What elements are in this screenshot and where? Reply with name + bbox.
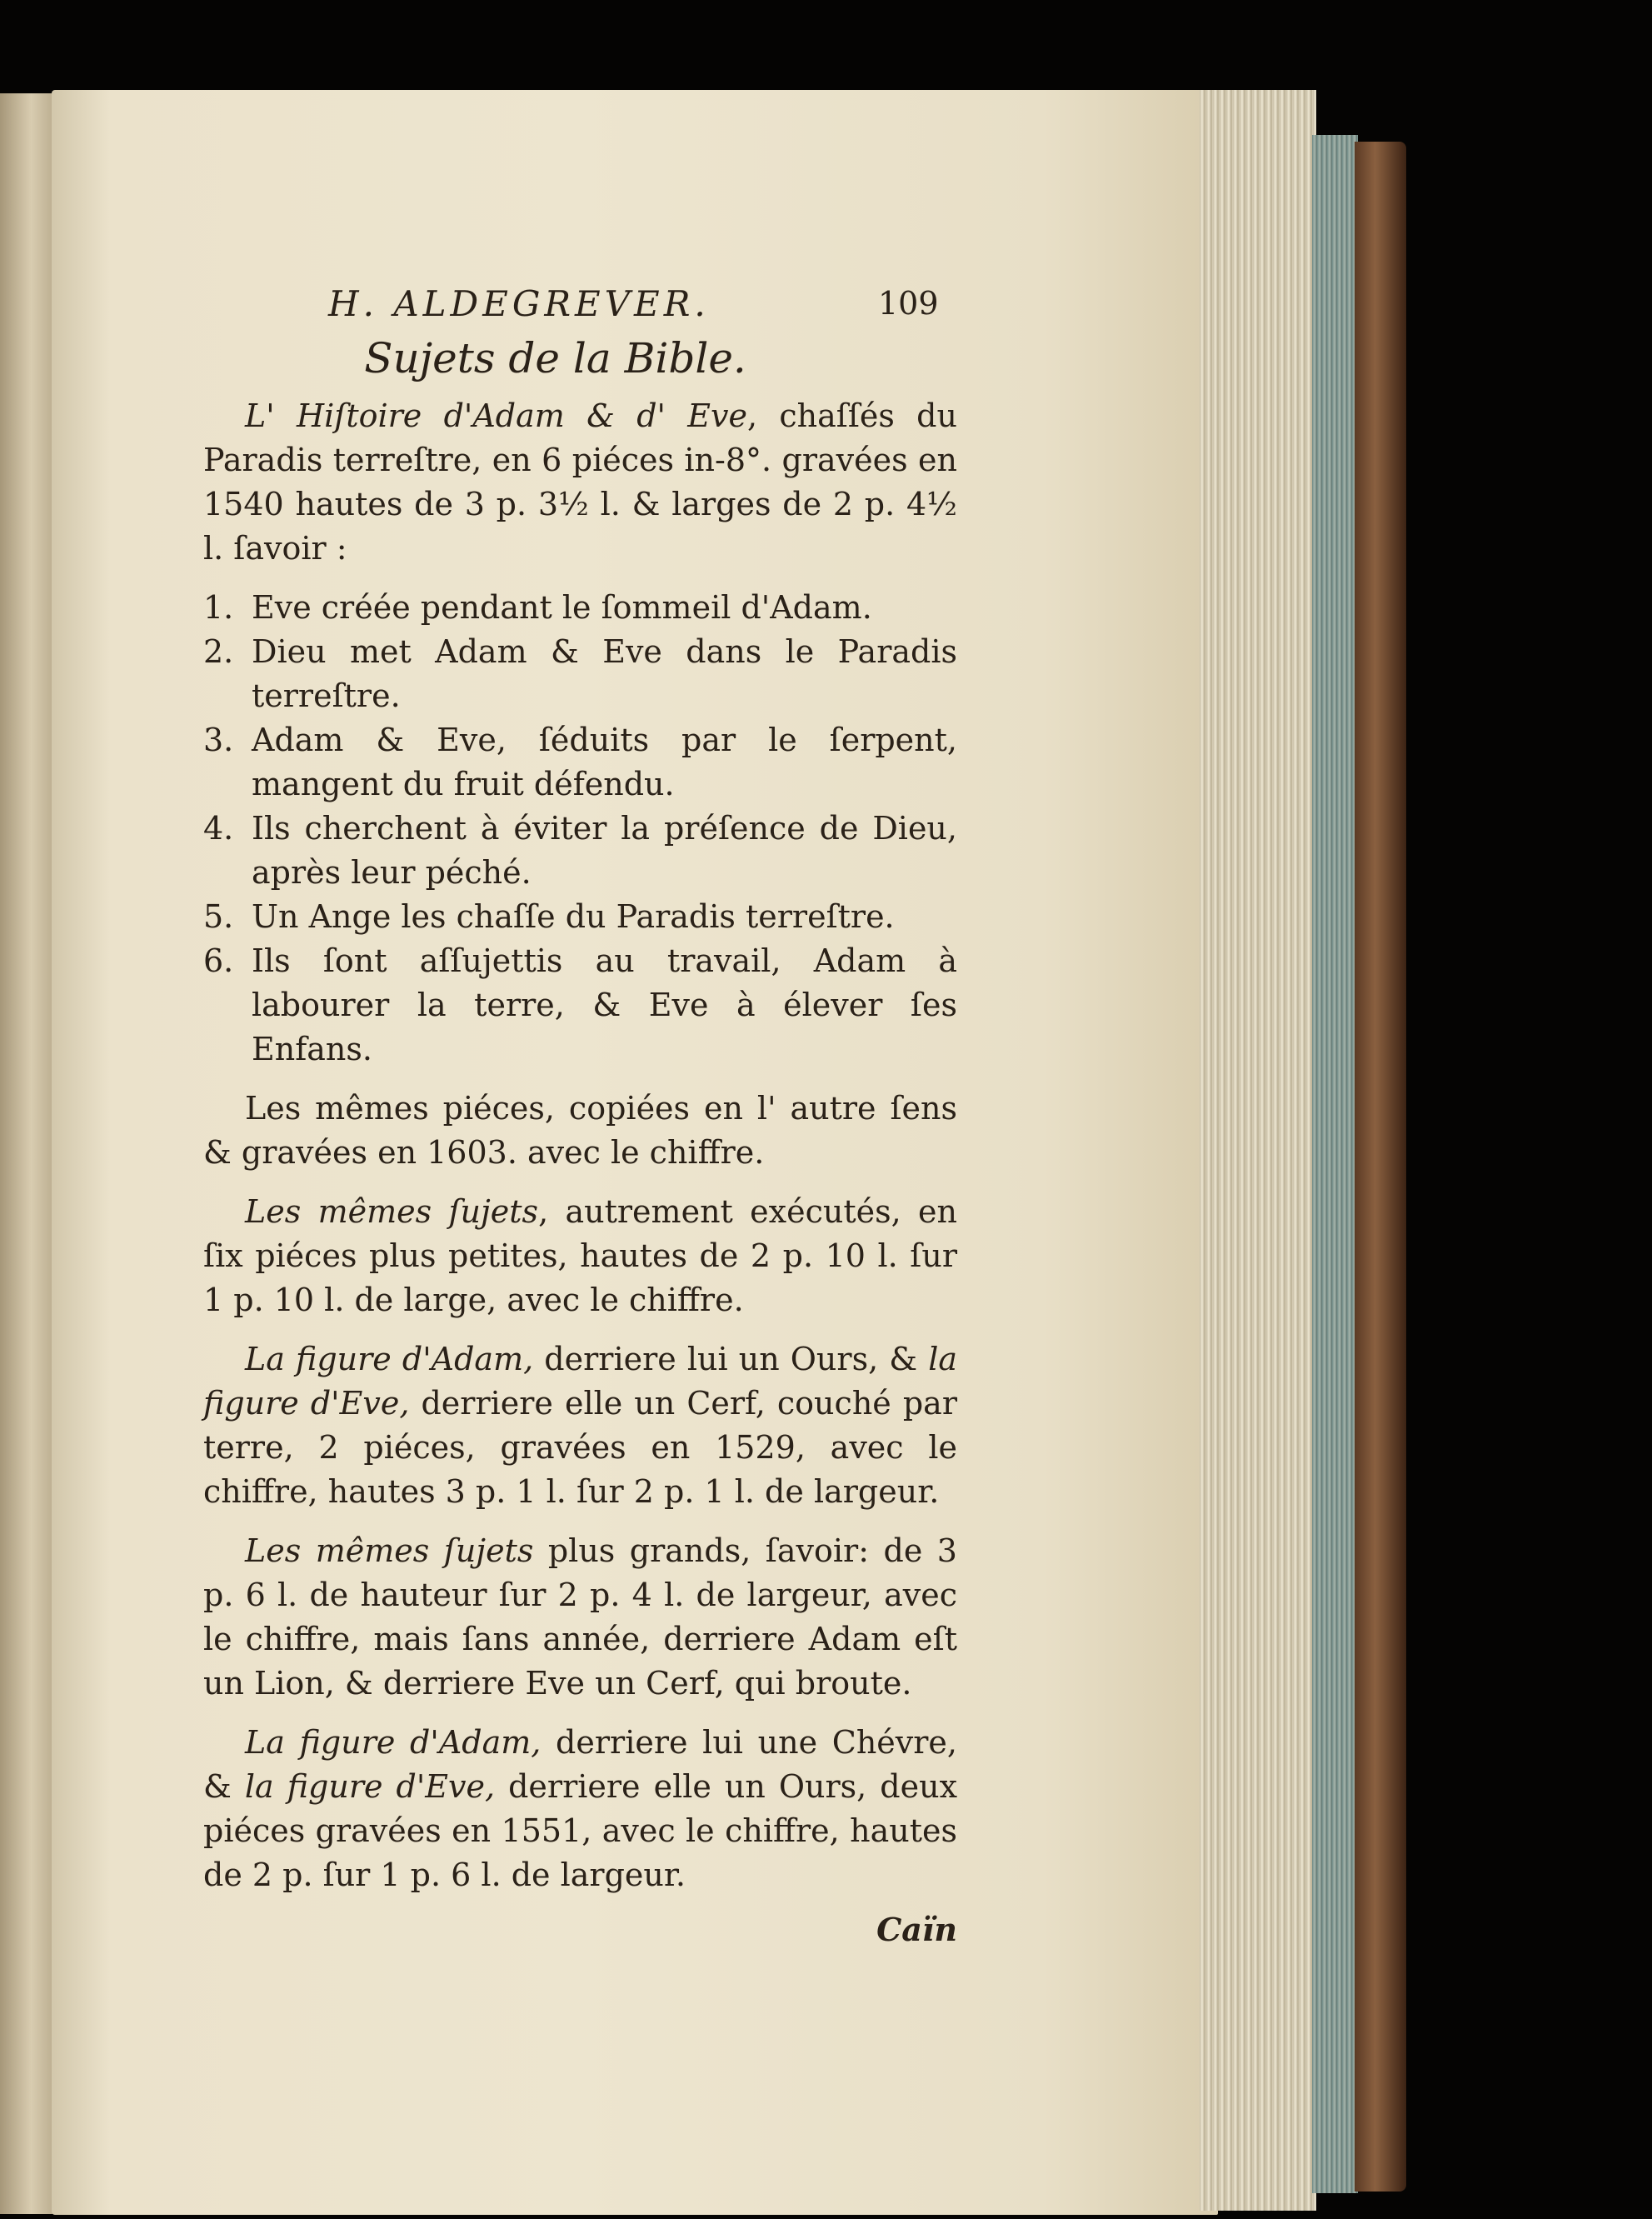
list-item-number: 2. bbox=[203, 633, 234, 670]
list-item-number: 6. bbox=[203, 942, 234, 979]
page-header bbox=[203, 250, 957, 325]
list-item-text: Dieu met Adam & Eve dans le Paradis terreſtre. bbox=[252, 633, 957, 714]
book-cover bbox=[1355, 142, 1406, 2192]
grands-text: plus grands, ſavoir: de 3 p. 6 l. de hauteur ſur 2 p. 4 l. de largeur, avec le chiffre, mais ſans année, derriere Adam eſt un Lion, & derriere Eve un Cerf, qui broute. bbox=[203, 1532, 957, 1702]
catchword: Caïn bbox=[876, 1911, 957, 1948]
list-item bbox=[203, 895, 957, 939]
figure2-text-1: derriere lui une Chévre, & bbox=[203, 1724, 957, 1805]
figure1-text-1: derriere lui un Ours, & bbox=[533, 1341, 929, 1377]
list-item bbox=[203, 630, 957, 718]
page-edges bbox=[1200, 90, 1316, 2211]
intro-paragraph bbox=[203, 394, 957, 571]
list-item-text: Adam & Eve, ſéduits par le ſerpent, mangent du fruit défendu. bbox=[252, 722, 957, 802]
list-item-text: Un Ange les chaſſe du Paradis terreſtre. bbox=[252, 898, 895, 935]
figure1-text-2: derriere elle un Cerf, couché par terre, 2 piéces, gravées en 1529, avec le chiffre, hautes 3 p. 1 l. ſur 2 p. 1 l. de largeur. bbox=[203, 1385, 957, 1510]
facing-page-edge bbox=[0, 93, 57, 2214]
figure1-italic-adam: La figure d'Adam, bbox=[245, 1341, 534, 1377]
list-item bbox=[203, 718, 957, 807]
copies-paragraph: Les mêmes piéces, copiées en l' autre ſens & gravées en 1603. avec le chiffre. bbox=[203, 1090, 957, 1171]
figure2-text-2: derriere elle un Ours, deux piéces gravées en 1551, avec le chiffre, hautes de 2 p. ſur 1 p. 6 l. de largeur. bbox=[203, 1768, 957, 1893]
list-item-text: Eve créée pendant le ſommeil d'Adam. bbox=[252, 589, 872, 626]
memes-paragraph bbox=[203, 1190, 957, 1322]
list-item bbox=[203, 939, 957, 1072]
grands-paragraph bbox=[203, 1529, 957, 1706]
intro-text: , chaſſés du Paradis terreſtre, en 6 piéces in-8°. gravées en 1540 hautes de 3 p. 3½ l. & larges de 2 p. 4½ l. ſavoir : bbox=[203, 397, 957, 567]
list-item-number: 3. bbox=[203, 722, 234, 758]
intro-title: L' Hiſtoire d'Adam & d' Eve bbox=[245, 397, 747, 434]
grands-italic: Les mêmes ſujets bbox=[245, 1532, 534, 1569]
list-item-text: Ils ſont aſſujettis au travail, Adam à labourer la terre, & Eve à élever ſes Enfans. bbox=[252, 942, 957, 1067]
figure2-italic-eve: la figure d'Eve, bbox=[244, 1768, 496, 1805]
memes-text: , autrement exécutés, en ſix piéces plus petites, hautes de 2 p. 10 l. ſur 1 p. 10 l. de large, avec le chiffre. bbox=[203, 1193, 957, 1318]
figure-paragraph-1 bbox=[203, 1337, 957, 1514]
numbered-list bbox=[203, 586, 957, 1072]
list-item-number: 4. bbox=[203, 810, 234, 847]
figure-paragraph-2 bbox=[203, 1721, 957, 1897]
figure1-italic-eve: la figure d'Eve, bbox=[203, 1341, 957, 1422]
page-number: 109 bbox=[878, 285, 939, 322]
page-edges-dark bbox=[1312, 135, 1358, 2193]
list-item bbox=[203, 586, 957, 630]
section-title: Sujets de la Bible. bbox=[364, 334, 746, 382]
figure2-italic-adam: La figure d'Adam, bbox=[245, 1724, 542, 1761]
list-item-number: 5. bbox=[203, 898, 234, 935]
list-item-number: 1. bbox=[203, 589, 234, 626]
page-text bbox=[203, 250, 957, 1952]
memes-italic: Les mêmes ſujets bbox=[245, 1193, 539, 1230]
running-head: H. ALDEGREVER. bbox=[328, 283, 710, 324]
list-item-text: Ils cherchent à éviter la préſence de Dieu, après leur péché. bbox=[252, 810, 957, 891]
list-item bbox=[203, 807, 957, 895]
